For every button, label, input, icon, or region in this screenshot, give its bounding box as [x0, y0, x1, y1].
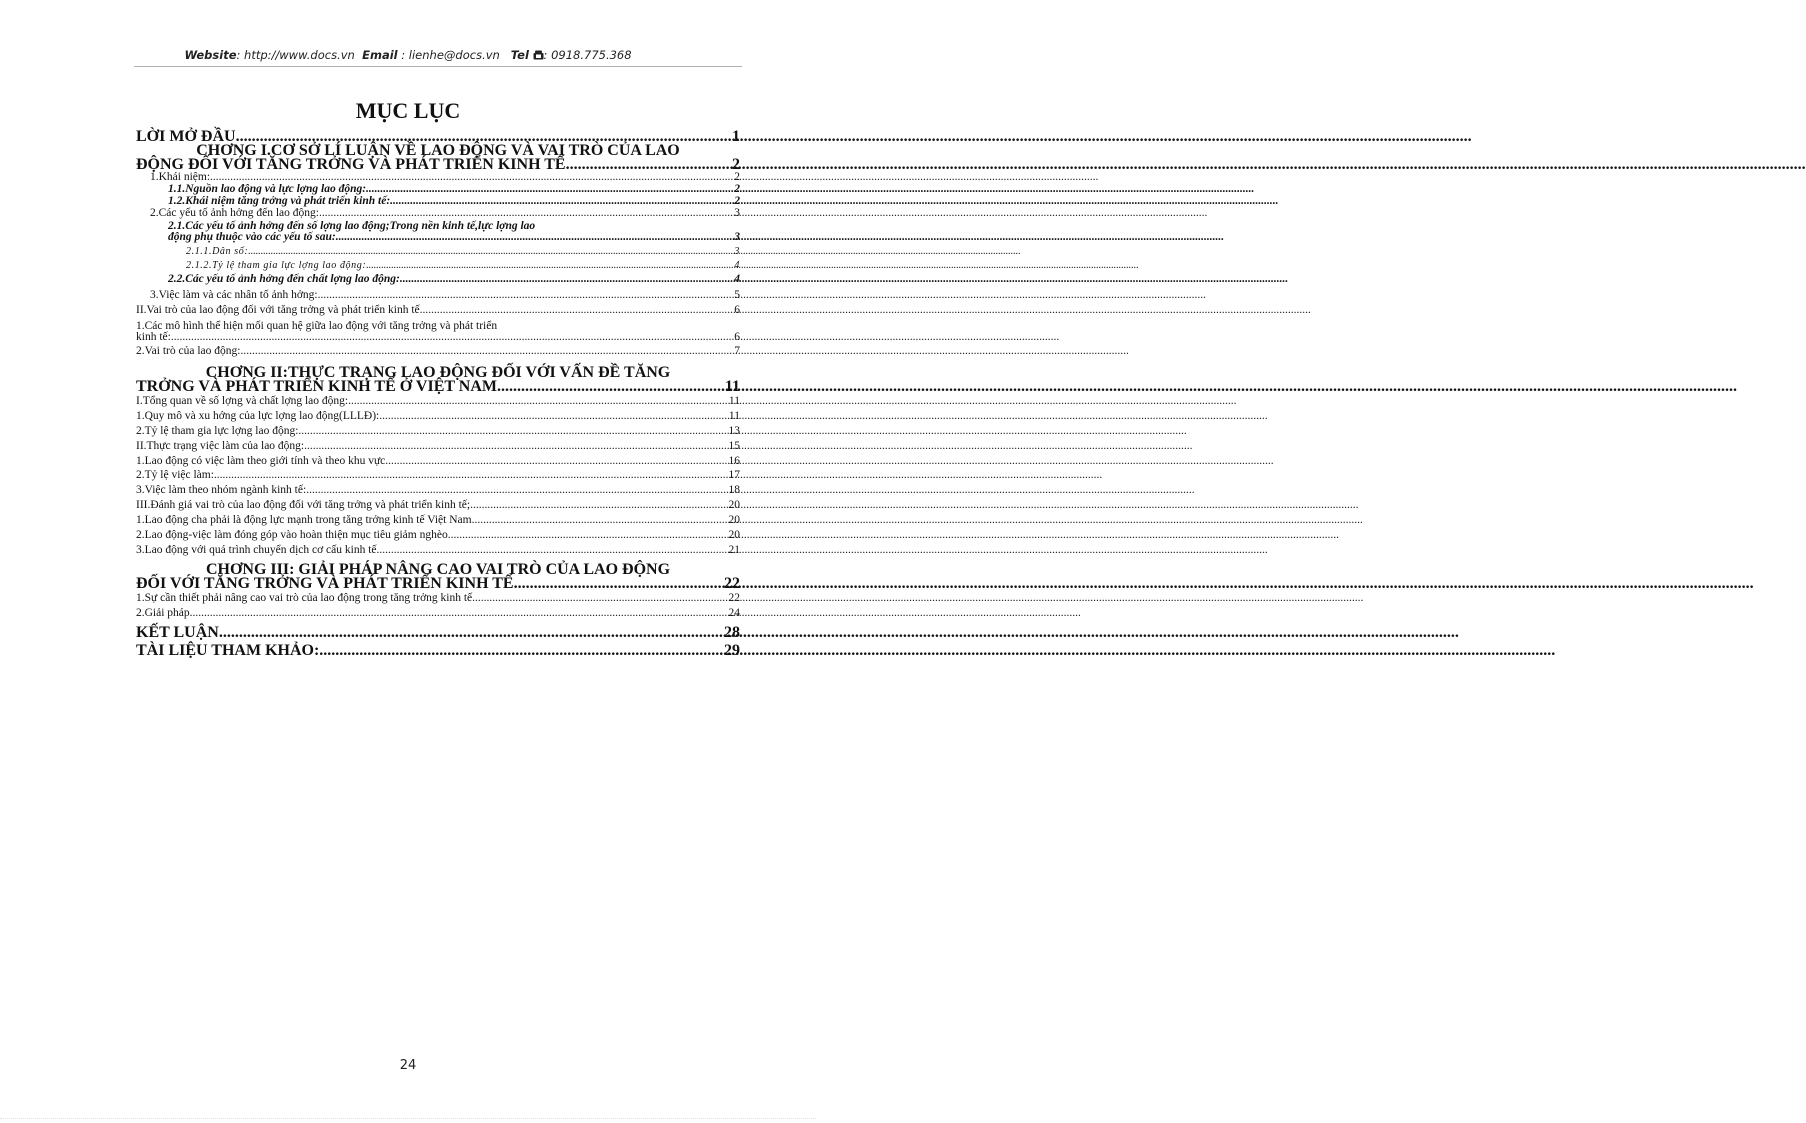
toc-dot-leader [304, 441, 728, 453]
toc-entry-text: 2.1.1.Dân số: [186, 246, 249, 258]
toc-entry[interactable] [136, 411, 740, 423]
toc-dot-leader [451, 530, 729, 542]
toc-entry-text: 1.Khái niệm: [150, 171, 211, 183]
toc-entry[interactable] [136, 500, 740, 512]
toc-entry-text: TÀI LIỆU THAM KHẢO: [136, 641, 320, 659]
toc-entry-text: 2.Lao động-việc làm đóng góp vào hoàn thiện mục tiêu giảm nghèo. [136, 529, 451, 542]
tel-label: Tel [510, 48, 529, 62]
toc-dot-leader [385, 456, 728, 468]
toc-entry[interactable] [136, 456, 740, 468]
toc-entry[interactable] [136, 320, 740, 344]
toc-dot-leader [475, 593, 728, 605]
toc-entry-text-line1: CHƠNG III: GIẢI PHÁP NÂNG CAO VAI TRÒ CỦA LAO ĐỘNG [205, 560, 671, 578]
toc-entry-text: III.Đánh giá vai trò của lao động đối với tăng trởng và phát triển kinh tế; [136, 499, 471, 512]
toc-entry[interactable] [136, 593, 740, 605]
email-value: : lienhe@docs.vn [397, 48, 500, 62]
toc-page-number: 20 [728, 499, 740, 512]
toc-entry[interactable] [136, 515, 740, 527]
toc-entry-text: 1.2.Khái niệm tăng trởng và phát triển kinh tế: [168, 194, 391, 207]
toc-dot-leader [366, 260, 734, 272]
toc-page-number: 6 [734, 303, 740, 316]
toc-page-number: 1 [732, 128, 740, 145]
toc-entry[interactable] [136, 305, 740, 317]
toc-entry[interactable] [136, 246, 740, 258]
toc-page-number: 18 [728, 484, 740, 497]
page-number: 24 [399, 1058, 417, 1073]
toc-entry-text: LỜI MỞ ĐẦU [136, 128, 236, 145]
toc-entry[interactable] [136, 485, 740, 497]
toc-entry-text: 3.Việc làm theo nhóm ngành kinh tế: [136, 484, 307, 497]
phone-icon [533, 49, 544, 63]
toc-dot-leader [306, 485, 728, 497]
toc-entry-text: II.Thực trạng việc làm của lao động: [136, 439, 305, 452]
toc-page-number: 21 [728, 543, 740, 556]
toc-entry[interactable] [136, 470, 740, 482]
toc-entry-text: 2.1.2.Tỷ lệ tham gia lực lợng lao động: [186, 259, 367, 271]
toc-dot-leader [248, 246, 734, 258]
toc-entry-text: 2.Tỷ lệ việc làm: [136, 469, 214, 482]
toc-entry-text: KẾT LUẬN. [136, 623, 223, 641]
toc-entry-text: II.Vai trò của lao động đối với tăng trởng và phát triển kinh tế. [136, 303, 423, 316]
toc-entry[interactable] [136, 260, 740, 272]
toc-entry-text: 2.2.Các yếu tố ảnh hởng đến chất lợng lao động: [168, 272, 400, 285]
website-label: Website [184, 48, 237, 62]
toc-entry-text: 1.Quy mô và xu hớng của lực lợng lao động(LLLĐ): [136, 409, 380, 422]
page-header [0, 48, 816, 63]
toc-dot-leader [336, 232, 735, 244]
toc-page-number: 7 [734, 344, 740, 357]
toc-dot-leader [240, 346, 734, 358]
toc-dot-leader [171, 332, 734, 344]
toc-dot-leader [423, 305, 735, 317]
toc-entry-text: 2.Giải pháp. [136, 606, 193, 619]
toc-entry-text: kinh tế: [136, 331, 171, 344]
toc-page-number: 11 [728, 409, 740, 422]
toc-page-number: 6 [734, 331, 740, 344]
toc-dot-leader [518, 577, 724, 591]
toc-dot-leader [570, 158, 732, 172]
toc-page-number: 17 [728, 469, 740, 482]
toc-dot-leader [348, 396, 729, 408]
toc-entry-text: TRỞNG VÀ PHÁT TRIỂN KINH TẾ Ở VIỆT NAM. [136, 377, 501, 395]
toc-entry-text: ĐỘNG ĐỐI VỚI TĂNG TRỞNG VÀ PHÁT TRIỂN KINH TẾ. [136, 156, 570, 173]
toc-page-number: 4 [734, 259, 740, 271]
website-value: : http://www.docs.vn [236, 48, 355, 62]
toc-dot-leader [390, 196, 734, 208]
toc-page-number: 5 [734, 288, 740, 301]
toc-dot-leader [223, 626, 724, 640]
toc-page-number: 28 [724, 623, 740, 641]
toc-entry[interactable] [136, 220, 740, 244]
toc-page-number: 4 [734, 272, 740, 285]
table-of-contents [136, 128, 740, 658]
toc-entry[interactable] [136, 441, 740, 453]
toc-dot-leader [501, 380, 725, 394]
toc-entry-text: 2.Vai trò của lao động: [136, 344, 241, 357]
toc-entry[interactable] [136, 274, 740, 286]
toc-page-number: 2 [734, 182, 740, 195]
toc-entry-text: 2.Tỷ lệ tham gia lực lợng lao động: [136, 424, 299, 437]
toc-dot-leader [400, 274, 734, 286]
toc-entry-chapter-3[interactable] [136, 560, 740, 592]
toc-entry-text-line1: CHƠNG II:THỰC TRẠNG LAO ĐỘNG ĐỐI VỚI VẤN ĐỀ TĂNG [205, 363, 671, 381]
toc-entry-text: 3.Lao động với quá trình chuyển dịch cơ cấu kinh tế. [136, 543, 380, 556]
toc-page-number: 20 [728, 514, 740, 527]
toc-entry-chapter-2[interactable] [136, 363, 740, 395]
toc-page-number: 29 [724, 641, 740, 659]
toc-page-number: 15 [728, 439, 740, 452]
toc-entry-text-line1: 2.1.Các yếu tố ảnh hởng đến số lợng lao động;Trong nền kinh tế,lực lợng lao [168, 219, 536, 232]
toc-dot-leader [319, 208, 734, 220]
toc-entry-text: 1.1.Nguồn lao động và lực lợng lao động: [168, 182, 367, 195]
toc-entry[interactable] [136, 396, 740, 408]
toc-dot-leader [318, 290, 735, 302]
toc-dot-leader [379, 545, 728, 557]
toc-dot-leader [379, 411, 729, 423]
toc-page-number: 2 [732, 156, 740, 173]
toc-entry-text: ĐỐI VỚI TĂNG TRỞNG VÀ PHÁT TRIỂN KINH TẾ. [136, 574, 518, 592]
toc-page-number: 3 [734, 246, 740, 258]
toc-entry[interactable] [136, 426, 740, 438]
toc-entry-text: động phụ thuộc vào các yếu tố sau: [168, 231, 336, 244]
toc-page-number: 2 [734, 194, 740, 207]
toc-entry-references[interactable] [136, 641, 740, 659]
toc-entry-conclusion[interactable] [136, 623, 740, 641]
toc-page-number: 11 [728, 394, 740, 407]
toc-dot-leader [470, 500, 728, 512]
toc-page-number: 16 [728, 454, 740, 467]
toc-dot-leader [298, 426, 728, 438]
toc-page-number: 20 [728, 529, 740, 542]
toc-dot-leader [214, 470, 729, 482]
toc-entry-text: 1.Sự cần thiết phải nâng cao vai trò của lao động trong tăng trởng kinh tế. [136, 591, 476, 604]
toc-page-number: 3 [734, 206, 740, 219]
toc-page-number: 22 [724, 574, 740, 592]
toc-page-number: 13 [728, 424, 740, 437]
toc-entry-text: 1.Lao động cha phải là động lực mạnh trong tăng trởng kinh tế Việt Nam. [136, 514, 475, 527]
toc-entry[interactable] [136, 196, 740, 208]
bottom-border [0, 1118, 816, 1119]
toc-entry-text: 1.Lao động có việc làm theo giới tính và theo khu vực [136, 454, 386, 467]
toc-entry-text: I.Tổng quan về số lợng và chất lợng lao động: [136, 394, 349, 407]
email-label: Email [362, 48, 398, 62]
toc-entry[interactable] [136, 290, 740, 302]
toc-dot-leader [319, 644, 724, 658]
toc-entry-chapter-1[interactable] [136, 144, 740, 172]
toc-entry-text: 3.Việc làm và các nhân tố ảnh hởng: [150, 288, 318, 301]
toc-page-number: 2 [734, 171, 740, 183]
toc-page-number: 3 [734, 231, 740, 244]
header-rule [134, 66, 742, 67]
toc-page-number: 22 [728, 591, 740, 604]
toc-entry[interactable] [136, 530, 740, 542]
toc-dot-leader [193, 608, 729, 620]
toc-entry-text-line1: CHƠNG I.CƠ SỞ LÍ LUẬN VỀ LAO ĐỘNG VÀ VAI TRÒ CỦA LAO [196, 142, 680, 159]
toc-title: MỤC LỤC [355, 98, 461, 123]
toc-entry[interactable] [136, 346, 740, 358]
toc-entry-text: 2.Các yếu tố ảnh hởng đến lao động: [150, 206, 319, 219]
toc-page-number: 11 [724, 377, 740, 395]
toc-entry-text-line1: 1.Các mô hình thể hiện mối quan hệ giữa lao động với tăng trởng và phát triển [136, 319, 498, 332]
toc-entry[interactable] [136, 545, 740, 557]
toc-entry[interactable] [136, 208, 740, 220]
toc-dot-leader [474, 515, 728, 527]
toc-entry[interactable] [136, 608, 740, 620]
toc-page-number: 24 [728, 606, 740, 619]
tel-value: : 0918.775.368 [543, 48, 632, 62]
